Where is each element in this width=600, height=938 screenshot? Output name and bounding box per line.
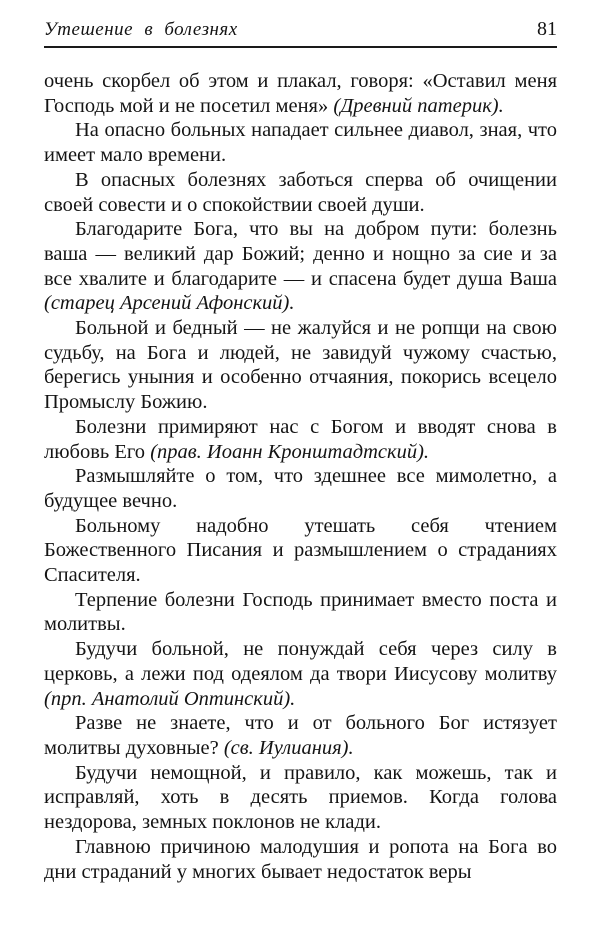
page-number: 81 xyxy=(537,18,557,40)
paragraph xyxy=(44,118,557,167)
source-attribution: (прав. Иоанн Кронштадтский). xyxy=(150,440,430,463)
paragraph-text: Будучи немощной, и правило, как можешь, так и исправляй, хоть в десять приемов. Когда голова нездорова, земных поклонов не клади. xyxy=(44,761,557,834)
page-header xyxy=(44,18,557,48)
source-attribution: (старец Арсений Афонский). xyxy=(44,292,295,315)
source-attribution: (прп. Анатолий Оптинский). xyxy=(44,687,296,710)
source-attribution: (Древний патерик). xyxy=(333,94,504,117)
paragraph xyxy=(44,637,557,711)
paragraph xyxy=(44,835,557,884)
paragraph-text: Больной и бедный — не жалуйся и не ропщи на свою судьбу, на Бога и людей, не завидуй чужому счастью, берегись уныния и особенно отчаяния, покорись всецело Промыслу Божию. xyxy=(44,317,557,414)
paragraph-text: В опасных болезнях заботься сперва об очищении своей совести и о спокойствии своей души. xyxy=(44,168,557,216)
paragraph xyxy=(44,514,557,588)
paragraph xyxy=(44,415,557,464)
paragraph-text: Главною причиною малодушия и ропота на Бога во дни страданий у многих бывает недостаток веры xyxy=(44,835,557,883)
paragraph xyxy=(44,168,557,217)
paragraph-text: Благодарите Бога, что вы на добром пути: болезнь ваша — великий дар Божий; денно и нощно за сие и за все хвалите и благодарите — и спасена будет душа Ваша xyxy=(44,218,557,290)
paragraph xyxy=(44,761,557,835)
paragraph xyxy=(44,316,557,415)
paragraph xyxy=(44,69,557,118)
running-title: Утешение в болезнях xyxy=(44,19,238,40)
paragraph-text: Будучи больной, не понуждай себя через силу в церковь, а лежи под одеялом да твори Иисусову молитву xyxy=(44,638,557,685)
paragraph xyxy=(44,711,557,760)
paragraph xyxy=(44,588,557,637)
paragraph xyxy=(44,464,557,513)
source-attribution: (св. Иулиания). xyxy=(223,736,354,759)
paragraph-text: Терпение болезни Господь принимает вместо поста и молитвы. xyxy=(44,588,557,636)
page-body xyxy=(44,69,557,884)
paragraph xyxy=(44,217,557,316)
paragraph-text: очень скорбел об этом и плакал, говоря: «Оставил меня Господь мой и не посетил меня» xyxy=(44,70,557,117)
paragraph-text: На опасно больных нападает сильнее диавол, зная, что имеет мало времени. xyxy=(44,119,557,167)
paragraph-text: Болезни примиряют нас с Богом и вводят снова в любовь Его xyxy=(44,415,557,463)
paragraph-text: Разве не знаете, что и от больного Бог истязует молитвы духовные? xyxy=(44,712,557,759)
paragraph-text: Размышляйте о том, что здешнее все мимолетно, а будущее вечно. xyxy=(44,465,557,512)
paragraph-text: Больному надобно утешать себя чтением Божественного Писания и размышлением о страданиях Спасителя. xyxy=(44,514,557,587)
